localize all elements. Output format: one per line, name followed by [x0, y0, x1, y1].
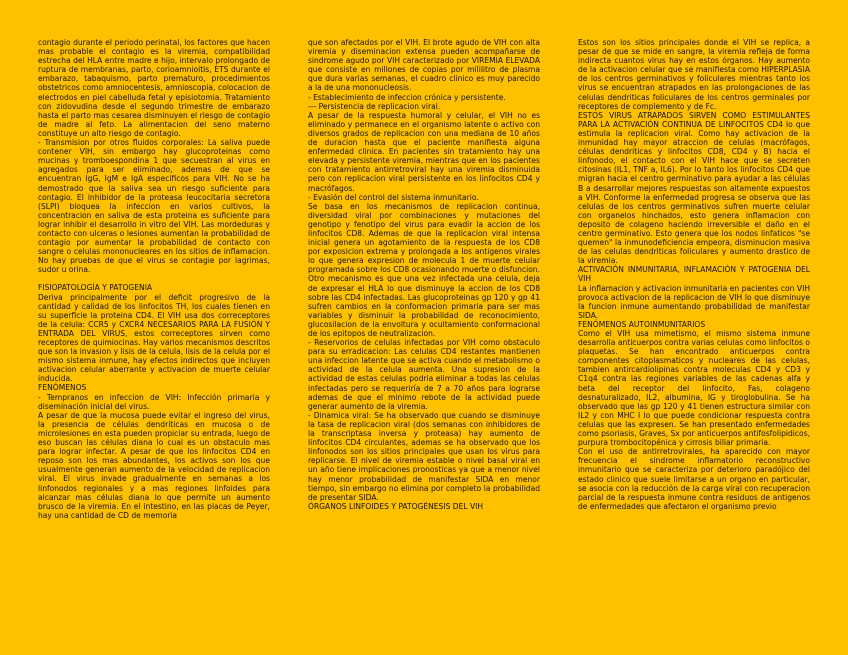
paragraph: Deriva principalmente por el deficit progresivo de la cantidad y calidad de los linfocitos TH, los cuales tienen en su superficie la proteina CD4. El VIH usa dos correceptores de la celula: CCR5 y CXCR4 NECESARIOS PARA LA FUSIÓN Y ENTRADA DEL VIRUS, estos correceptores sirven como receptores de quimiocinas. Hay varios mecanismos descritos que son la invasion y lisis de la celula, lisis de la celula por el mismo sistema inmune, hay efectos indirectos que incluyen activacion celular aberrante y activacion de muerte celular inducida.: [38, 292, 270, 384]
paragraph: Como el VIH usa mimetismo, el mismo sistema inmune desarrolla anticuerpos contra varias celulas como linfocitos o plaquetas. Se han encontrado anticuerpos contra componentes citoplasmaticos y nucleares de las celulas, tambien antircardiolipinas contra moleculas CD4 y CD3 y C1q4 contra las regiones variables de las cadenas alfa y beta del receptor del linfocito, Fas, colageno desnaturalizado, IL2, albumina, IG y tiroglobulina. Se ha observado que las gp 120 y 41 tienen estructura similar con IL2 y con MHC I lo que puede condicionar respuesta contra celulas que las expresen. Se han presentado enfermedades como psoriasis, Graves, Sx por anticuerpos antifosfolipidicos, purpura trombocitopénica y cirrosis biliar primaria.: [578, 329, 810, 448]
paragraph: ÓRGANOS LINFOIDES Y PATOGÉNESIS DEL VIH: [308, 501, 484, 511]
paragraph: FISIOPATOLOGÍA Y PATOGENIA: [38, 283, 153, 293]
paragraph: FENÓMENOS AUTOINMUNITARIOS: [578, 319, 706, 329]
paragraph: Estos son los sitios principales donde el VIH se replica, a pesar de que se mide en sangre, la viremia refleja de forma indirecta cuantos virus hay en estos órganos. Hay aumento de la activacion celular que se manifiesta como HIPERPLASIA de los centros germinativos y foliculares mientras tanto los virus se encuentran atrapados en las prolongaciones de las celulas dendriticas foliculares de los centros germinales por receptores de complemento y de Fc.: [578, 38, 810, 111]
text-column-left: [38, 38, 270, 618]
paragraph: La inflamacion y activacion inmunitaria en pacientes con VIH provoca activacion de la replicacion de VIH lo que disminuye la funcion inmune aumentando probabilidad de manifestar SIDA.: [578, 283, 810, 320]
paragraph: - Tempranos en infeccion de VIH: Infección primaria y diseminación inicial del virus.: [38, 392, 270, 411]
paragraph: ACTIVACIÓN INMUNITARIA, INFLAMACIÓN Y PATOGENIA DEL VIH: [578, 265, 810, 284]
paragraph: contagio durante el periodo perinatal, los factores que hacen mas probable el contagio es la viremia, compatibilidad estrecha del HLA entre madre e hijo, intervalo prolongado de ruptura de membranas, parto, corioamnioitis, ETS durante el embarazo, tabaquismo, parto prematuro, procedimientos obstetricos como amniocentesis, amnioscopia, colocacion de electrodos en piel cabelluda fetal y episiotomia. Tratamiento con zidovudina desde el segundo trimestre de embarazo hasta el parto mas cesarea disminuyen el riesgo de contagio de madre al feto. La alimentacion del seno materno constituye un alto riesgo de contagio.: [38, 38, 270, 138]
paragraph: --- Persistencia de replicacion viral.: [308, 101, 441, 111]
paragraph: FENÓMENOS: [38, 383, 87, 393]
paragraph: A pesar de la respuesta humoral y celular, el VIH no es eliminado y permanece en el organismo latente o activo con diversos grados de replicacion con una mediana de 10 años de duracion hasta que el paciente manifiesta alguna enfermedad clinica. En pacientes sin tratamiento hay una elevada y persistente viremia, mientras que en los pacientes con tratamiento antirretroviral hay una viremia disminuida pero con replicacion viral persistente en los linfocitos CD4 y macrófagos.: [308, 110, 540, 193]
paragraph: - Evasión del control del sistema inmunitario.: [308, 192, 479, 202]
text-column-right: [578, 38, 810, 618]
paragraph: - Dinamica viral: Se ha observado que cuando se disminuye la tasa de replicacion viral (dos semanas con inhibidores de la transcriptasa inversa y proteasa) hay aumento de linfocitos CD4 circulantes, ademas se ha observado que los linfonodos son los sitios principales que usan los virus para replicarse. El nivel de viremia estable o nivel basal viral en un año tiene implicaciones pronosticas ya que a menor nivel hay menor probabilidad de manifestar SIDA en menor tiempo, sin embargo no elimina por completo la probabilidad de presentar SIDA.: [308, 410, 540, 502]
paragraph: ESTOS VIRUS ATRAPADOS SIRVEN COMO ESTIMULANTES PARA LA ACTIVACIÓN CONTINUA DE LINFOCITOS CD4 lo que estimula la replicacion viral. Como hay activacion de la inmunidad hay mayor atraccion de celulas (macrófagos, células dendriticas y linfocitos CD8, CD4 y B) hacia el linfonodo, el contacto con el VIH hace que se secreten citosinas (IL1, TNF a, IL6). Por lo tanto los linfocitos CD4 que migran hacia el centro germinativo para ayudar a las células B a desarrollar mejores respuestas son altamente expuestos a VIH. Conforme la enfermedad progresa se observa que las celulas de los centros germinativos sufren muerte celular con organelos hinchados, esto genera inflamacion con deposito de colageno haciendo irreversible el daño en el centro germinativo. Esto genera que los nodos linfaticos "se quemen" la inmunodeficiencia empeora, disminucion masiva de las celulas dendriticas foliculares y aumento drastico de la viremia.: [578, 110, 810, 266]
paragraph: que son afectados por el VIH. El brote agudo de VIH con alta viremia y diseminacion extensa pueden acompañarse de sindrome agudo por VIH caracterizado por VIREMIA ELEVADA que consiste en millones de copias por mililitro de plasma que dura varias semanas, el cuadro clinico es muy parecido a la de una mononucleosis.: [308, 38, 540, 93]
paragraph: A pesar de que la mucosa puede evitar el ingreso del virus, la presencia de células dendríticas en mucosa o de microlesiones en esta pueden propiciar su entrada, luego de eso buscan las células diana lo cual es un obstaculo mas para lograr infectar. A pesar de que los linfocitos CD4 en reposo son los mas abundantes, los activos son los que usualmente generan aumento de la velocidad de replicacion viral. El virus invade gradualmente en semanas a los linfonodos regionales y a mas regiones linfoides para alcanzar mas células diana lo que permite un aumento brusco de la viremia. En el intestino, en las placas de Peyer, hay una cantidad de CD de memoria: [38, 410, 270, 520]
paragraph: - Reservorios de celulas infectadas por VIH como obstaculo para su erradicacion: Las celulas CD4 restantes mantienen una infeccion latente que se activa cuando el metabolismo o actividad de la celula aumenta. Una supresion de la actividad de estas celulas podria eliminar a todas las celulas infectadas pero se requeriría de 7 a 70 años para lograrse ademas de que el minimo rebote de la actividad puede generar aumento de la viremia.: [308, 338, 540, 411]
text-column-middle: [308, 38, 540, 618]
paragraph: Se basa en los mecanismos de replicacion continua, diversidad viral por combinaciones y mutaciones del genotipo y fenotipo del virus para evadir la accion de los linfocitos CD8. Ademas de que la replicacion viral intensa inicial genera un agotamiento de la respuesta de los CD8 por exposicion extrema y prolongada a los antigenos virales lo que genera expresion de molecula 1 de muerte celular programada sobre los CD8 ocasionando muerte o disfuncion. Otro mecanismo es que una vez infectada una celula, deja de expresar el HLA lo que disminuye la accion de los CD8 sobre las CD4 infectadas. Las glucoproteinas gp 120 y gp 41 sufren cambios en la conformacion primaria para ser mas variables y disminuir la probabilidad de reconocimiento, glucosilacion de la envoltura y ocultamiento conformacional de los epitopos de neutralizacion.: [308, 201, 540, 338]
paragraph: Con el uso de antirretrovirales, ha aparecido con mayor frecuencia el sindrome inflamatorio reconstructivo inmunitario que se caracteriza por deterioro paradójico del estado clinico que suele limitarse a un organo en particular, se asocia con la reducción de la carga viral con recuperacion parcial de la respuesta inmune contra residuos de antigenos de enfermedades que afectaron el organismo previo: [578, 447, 810, 511]
paragraph: - Establecimiento de infeccion crónica y persistente.: [308, 92, 506, 102]
paragraph: - Transmision por otros fluidos corporales: La saliva puede contener VIH, sin embargo hay glucoproteinas como mucinas y tromboespondina 1 que secuestran al virus en agregados para ser eliminado, ademas de que se encuentran IgG, IgM e IgA especificos para VIH. No se ha demostrado que la saliva sea un riesgo suficiente para contagio. El inhibidor de la proteasa leucocitaria secretora (SLPI) bloquea la infeccion en varios cultivos, la concentracion en saliva de esta proteina es suficiente para lograr inhibir el desarrollo in vitro del VIH. Las mordeduras y contacto con ulceras o lesiones aumentan la probabilidad de contagio por aumentar la probabilidad de contacto con sangre o celulas mononucleares en los sitios de inflamacion. No hay pruebas de que el virus se contagie por lagrimas, sudor u orina.: [38, 138, 270, 275]
